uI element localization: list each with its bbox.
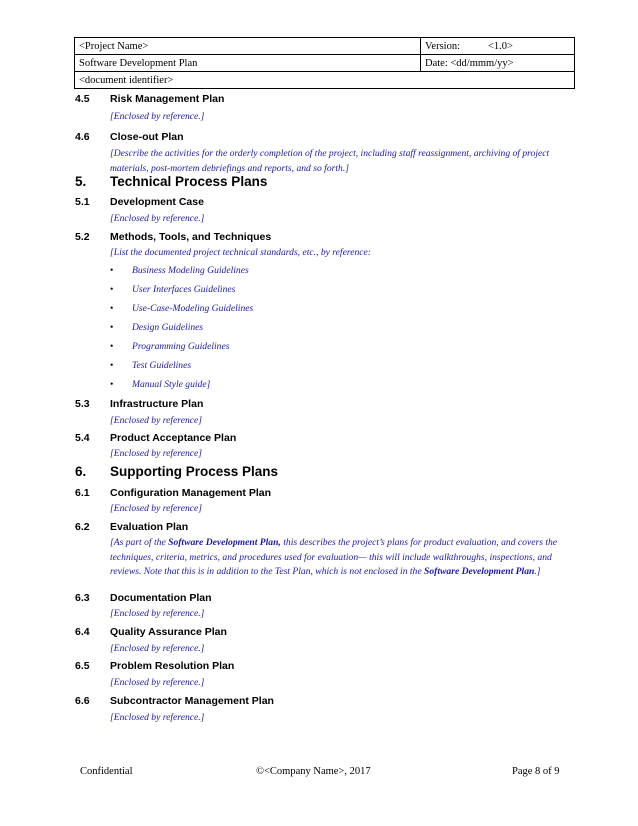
list-item: • Test Guidelines (110, 360, 192, 371)
heading-5-2: 5.2 Methods, Tools, and Techniques (75, 231, 272, 243)
project-name: <Project Name> (75, 38, 421, 55)
list-item: • User Interfaces Guidelines (110, 284, 236, 295)
heading-4-5: 4.5 Risk Management Plan (75, 93, 225, 105)
body-6-5: [Enclosed by reference.] (110, 677, 205, 688)
body-6-1: [Enclosed by reference] (110, 503, 202, 514)
body-6-6: [Enclosed by reference.] (110, 712, 205, 723)
body-6-2: [As part of the Software Development Plan, this describes the project’s plans for product evaluation, and covers the techniques, criteria, metrics, and procedures used for evaluation— this will include walkthroughs, inspections, and reviews. Note that this is in addition to the Test Plan, which is not enclosed in the Software Development Plan.] (110, 537, 558, 577)
heading-4-6: 4.6 Close-out Plan (75, 131, 184, 143)
heading-6: 6. Supporting Process Plans (75, 464, 279, 479)
version-label: Version: (425, 40, 460, 52)
heading-6-1: 6.1 Configuration Management Plan (75, 487, 272, 499)
body-5-2-intro: [List the documented project technical standards, etc., by reference: (110, 247, 372, 258)
version-value: <1.0> (488, 40, 513, 52)
doc-date: Date: <dd/mmm/yy> (421, 55, 575, 72)
header-table (74, 37, 575, 89)
heading-6-5: 6.5 Problem Resolution Plan (75, 660, 235, 672)
body-4-6: [Describe the activities for the orderly completion of the project, including staff reassignment, archiving of project materials, post-mortem debriefings and reports, and so forth.] (110, 148, 550, 174)
body-5-4: [Enclosed by reference] (110, 448, 202, 459)
version-cell (421, 38, 575, 55)
footer-copyright: ©<Company Name>, 2017 (256, 766, 371, 777)
heading-6-4: 6.4 Quality Assurance Plan (75, 626, 227, 638)
heading-6-6: 6.6 Subcontractor Management Plan (75, 695, 274, 707)
doc-identifier: <document identifier> (75, 72, 575, 89)
footer-page-number: Page 8 of 9 (512, 766, 560, 777)
heading-5-3: 5.3 Infrastructure Plan (75, 398, 204, 410)
body-5-3: [Enclosed by reference] (110, 415, 202, 426)
list-item: • Design Guidelines (110, 322, 204, 333)
heading-5-4: 5.4 Product Acceptance Plan (75, 432, 237, 444)
body-6-4: [Enclosed by reference.] (110, 643, 205, 654)
heading-5-1: 5.1 Development Case (75, 196, 204, 208)
heading-6-2: 6.2 Evaluation Plan (75, 521, 189, 533)
footer-confidential: Confidential (80, 766, 133, 777)
body-5-1: [Enclosed by reference.] (110, 213, 205, 224)
heading-6-3: 6.3 Documentation Plan (75, 592, 212, 604)
body-6-3: [Enclosed by reference.] (110, 608, 205, 619)
list-item: • Manual Style guide] (110, 379, 211, 390)
list-item: • Use-Case-Modeling Guidelines (110, 303, 254, 314)
list-item: • Programming Guidelines (110, 341, 230, 352)
body-4-5: [Enclosed by reference.] (110, 111, 205, 122)
list-item: • Business Modeling Guidelines (110, 265, 249, 276)
heading-5: 5. Technical Process Plans (75, 174, 268, 189)
doc-title: Software Development Plan (75, 55, 421, 72)
